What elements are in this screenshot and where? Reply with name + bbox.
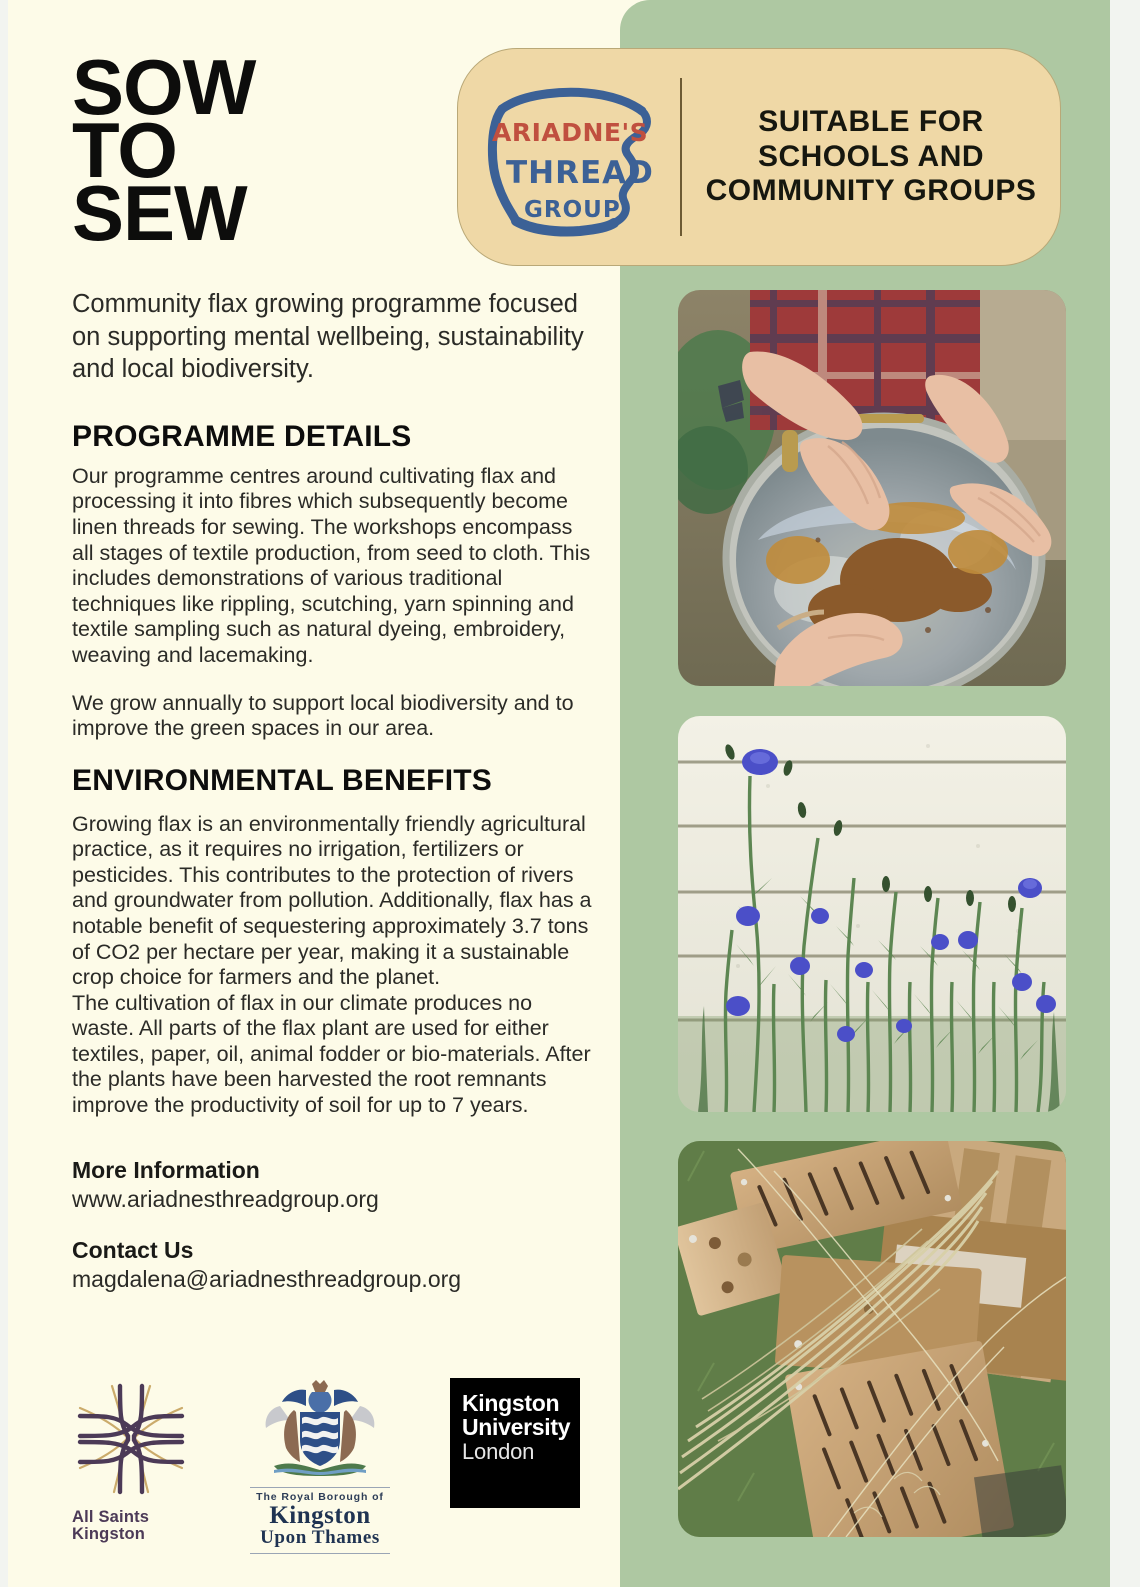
all-saints-label — [72, 1509, 190, 1544]
sponsor-kingston-university — [450, 1378, 580, 1508]
svg-text:GROUP: GROUP — [524, 197, 621, 223]
contact-us-label: Contact Us — [72, 1236, 194, 1263]
page-title — [72, 43, 452, 258]
ariadnes-thread-group-logo — [458, 49, 680, 265]
photo-hands-sorting-flax-seed — [678, 290, 1066, 686]
title-line-1: SOW — [72, 43, 256, 131]
rbk-rule-bottom — [250, 1553, 390, 1554]
photo-flax-hackling-combs — [678, 1141, 1066, 1537]
contact-block — [72, 1157, 592, 1293]
environmental-benefits-paragraph-2: The cultivation of flax in our climate produces no waste. All parts of the flax plant are used for either textiles, paper, oil, animal fodder or bio-materials. After the plants have been harvested the root remnants improve the productivity of soil for up to 7 years. — [72, 990, 591, 1118]
photo-1-artwork — [678, 290, 1066, 686]
rbk-line-1: The Royal Borough of — [256, 1491, 384, 1503]
environmental-benefits-paragraph-1: Growing flax is an environmentally friendly agricultural practice, as it requires no irrigation, fertilizers or pesticides. This contributes to the protection of rivers and groundwater from pollution. Additionally, flax has a notable benefit of sequestering approximately 3.7 tons of CO2 per hectare per year, making it a sustainable crop choice for farmers and the planet. — [72, 811, 592, 990]
section-heading-programme-details: PROGRAMME DETAILS — [72, 419, 412, 453]
lead-paragraph: Community flax growing programme focused on supporting mental wellbeing, sustainability and local biodiversity. — [72, 290, 584, 384]
rbk-rule-top — [250, 1487, 390, 1488]
ku-line-2: University — [462, 1413, 571, 1440]
thread-loop-icon — [472, 67, 668, 249]
all-saints-cross-icon — [72, 1378, 190, 1500]
ku-line-3: London — [462, 1438, 535, 1464]
photo-3-artwork — [678, 1141, 1066, 1537]
coat-of-arms-icon — [250, 1378, 390, 1478]
title-line-2: TO — [72, 106, 177, 195]
rbk-line-3: Upon Thames — [260, 1527, 380, 1548]
photo-2-artwork — [678, 716, 1066, 1112]
section-heading-environmental-benefits: ENVIRONMENTAL BENEFITS — [72, 763, 492, 797]
email-link[interactable]: magdalena@ariadnesthreadgroup.org — [72, 1265, 462, 1292]
programme-details-paragraph-1: Our programme centres around cultivating flax and processing it into fibres which subsequently become linen threads for sewing. The workshops encompass all stages of textile production, from seed to cloth. This includes demonstrations of various traditional techniques like rippling, scutching, yarn spinning and textile sampling such as natural dyeing, embroidery, weaving and lacemaking. — [72, 463, 591, 667]
audience-badge — [457, 48, 1061, 266]
page-right-margin — [1110, 0, 1140, 1587]
programme-details-paragraph-2: We grow annually to support local biodiversity and to improve the green spaces in our area. — [72, 690, 574, 741]
svg-text:THREAD: THREAD — [506, 155, 654, 191]
svg-text:ARIADNE'S: ARIADNE'S — [492, 118, 649, 147]
content-column — [72, 288, 592, 1293]
sponsor-royal-borough-kingston — [250, 1378, 390, 1557]
all-saints-line-1: All Saints — [72, 1508, 150, 1526]
all-saints-line-2: Kingston — [72, 1525, 146, 1544]
sponsor-logo-row — [72, 1378, 592, 1558]
title-line-3: SEW — [72, 169, 247, 258]
more-information-label: More Information — [72, 1156, 260, 1183]
kingston-university-logo-box — [450, 1378, 580, 1508]
sponsor-all-saints-kingston — [72, 1378, 190, 1544]
website-link[interactable]: www.ariadnesthreadgroup.org — [72, 1185, 379, 1212]
ku-line-1: Kingston — [462, 1390, 560, 1416]
audience-text: SUITABLE FOR SCHOOLS AND COMMUNITY GROUPS — [705, 105, 1037, 208]
photo-blue-flax-flowers — [678, 716, 1066, 1112]
rbk-line-2: Kingston — [269, 1502, 371, 1529]
